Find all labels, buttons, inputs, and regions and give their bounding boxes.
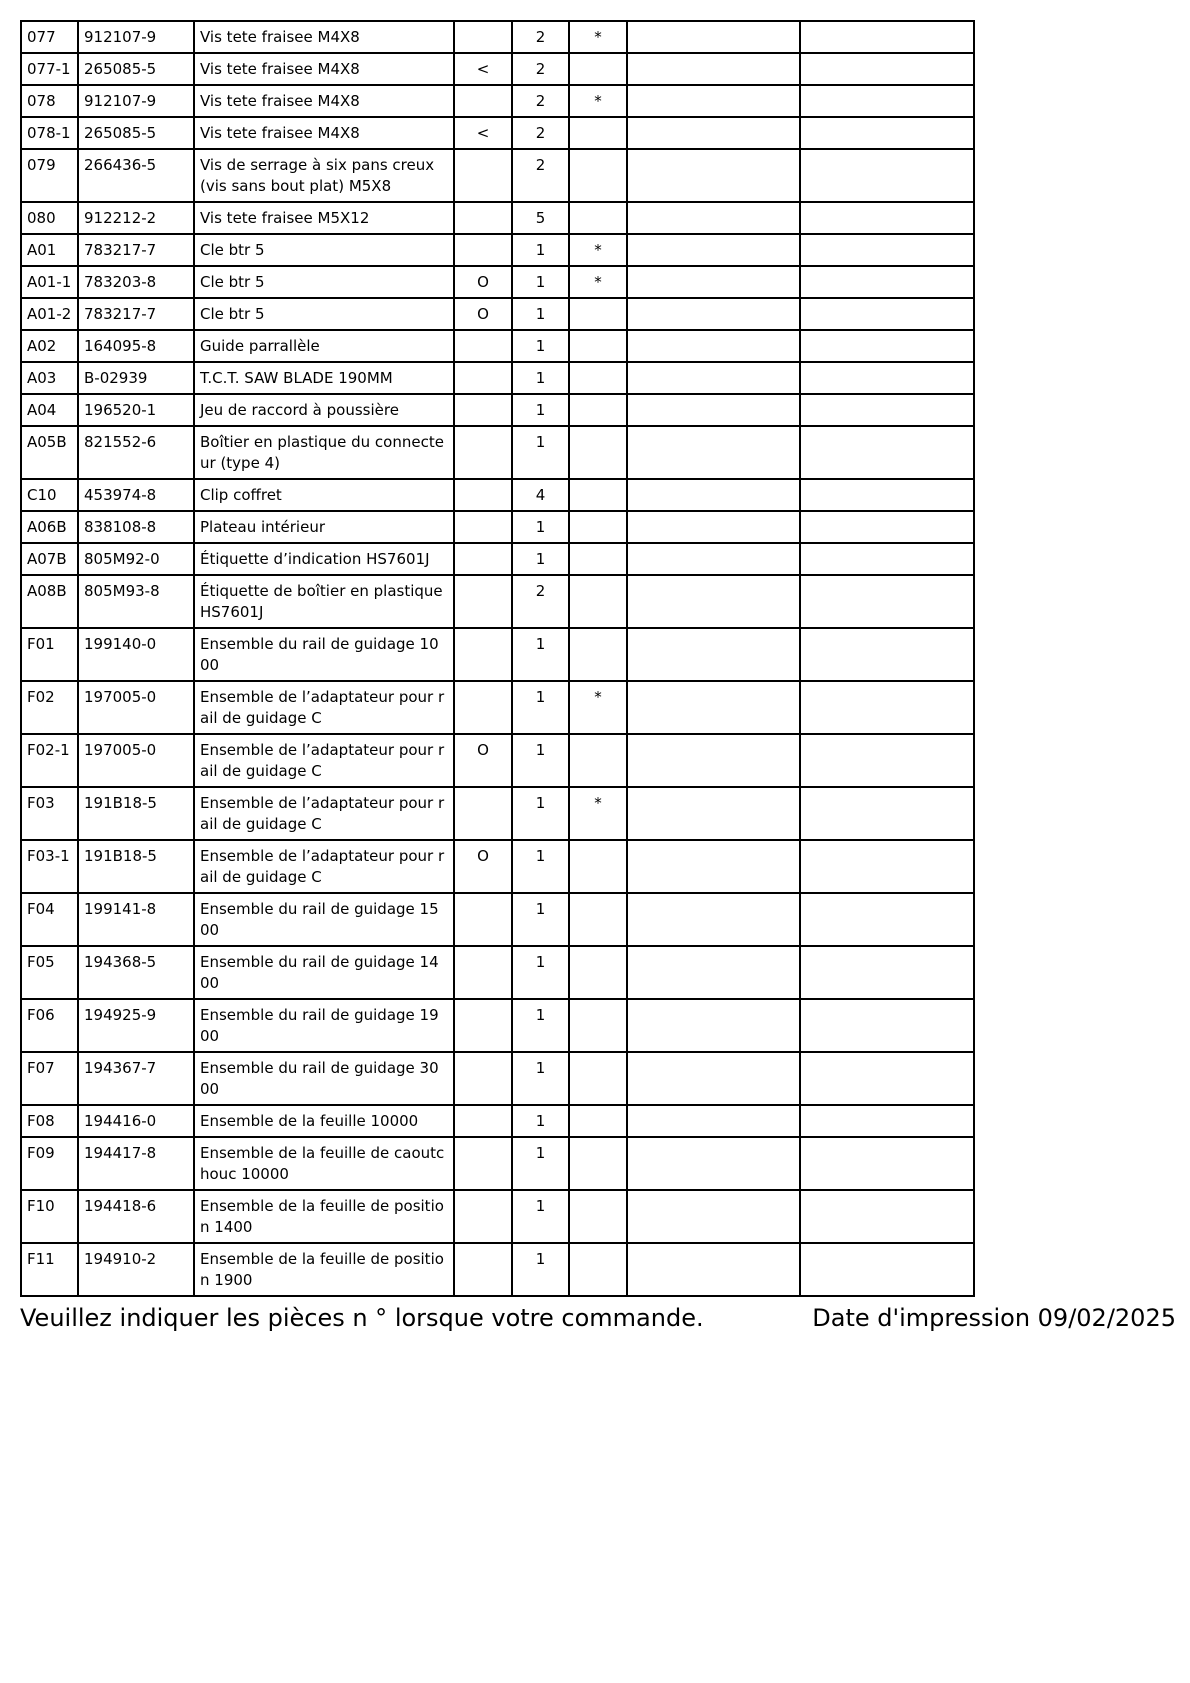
quantity-cell: 2 bbox=[512, 85, 569, 117]
part-number-cell: 912107-9 bbox=[78, 21, 194, 53]
quantity-cell: 1 bbox=[512, 1137, 569, 1190]
ref-cell: 078 bbox=[21, 85, 78, 117]
quantity-cell: 1 bbox=[512, 999, 569, 1052]
ref-cell: A06B bbox=[21, 511, 78, 543]
quantity-cell: 1 bbox=[512, 511, 569, 543]
table-row bbox=[21, 479, 974, 511]
quantity-cell: 1 bbox=[512, 1105, 569, 1137]
blank-cell bbox=[627, 85, 800, 117]
ref-cell: A03 bbox=[21, 362, 78, 394]
ref-cell: A04 bbox=[21, 394, 78, 426]
description-cell: Clip coffret bbox=[194, 479, 454, 511]
blank-cell bbox=[800, 362, 974, 394]
part-number-cell: 199140-0 bbox=[78, 628, 194, 681]
mark-cell bbox=[454, 511, 512, 543]
part-number-cell: 194925-9 bbox=[78, 999, 194, 1052]
ref-cell: 078-1 bbox=[21, 117, 78, 149]
description-cell: Ensemble du rail de guidage 1900 bbox=[194, 999, 454, 1052]
star-cell: * bbox=[569, 234, 627, 266]
quantity-cell: 1 bbox=[512, 946, 569, 999]
blank-cell bbox=[627, 53, 800, 85]
blank-cell bbox=[627, 840, 800, 893]
ref-cell: F03 bbox=[21, 787, 78, 840]
part-number-cell: 783203-8 bbox=[78, 266, 194, 298]
mark-cell bbox=[454, 21, 512, 53]
star-cell bbox=[569, 543, 627, 575]
mark-cell bbox=[454, 1137, 512, 1190]
star-cell bbox=[569, 53, 627, 85]
mark-cell bbox=[454, 681, 512, 734]
ref-cell: A01-2 bbox=[21, 298, 78, 330]
blank-cell bbox=[627, 1137, 800, 1190]
blank-cell bbox=[627, 149, 800, 202]
quantity-cell: 2 bbox=[512, 21, 569, 53]
ref-cell: 077 bbox=[21, 21, 78, 53]
ref-cell: F02-1 bbox=[21, 734, 78, 787]
star-cell bbox=[569, 479, 627, 511]
table-row bbox=[21, 628, 974, 681]
blank-cell bbox=[800, 330, 974, 362]
quantity-cell: 5 bbox=[512, 202, 569, 234]
description-cell: Vis de serrage à six pans creux (vis sans bout plat) M5X8 bbox=[194, 149, 454, 202]
description-cell: Jeu de raccord à poussière bbox=[194, 394, 454, 426]
part-number-cell: 453974-8 bbox=[78, 479, 194, 511]
blank-cell bbox=[627, 893, 800, 946]
table-row bbox=[21, 234, 974, 266]
blank-cell bbox=[800, 53, 974, 85]
quantity-cell: 1 bbox=[512, 1052, 569, 1105]
star-cell bbox=[569, 628, 627, 681]
blank-cell bbox=[800, 1243, 974, 1296]
ref-cell: F05 bbox=[21, 946, 78, 999]
blank-cell bbox=[627, 628, 800, 681]
description-cell: Ensemble de la feuille 10000 bbox=[194, 1105, 454, 1137]
blank-cell bbox=[627, 787, 800, 840]
description-cell: Ensemble de l’adaptateur pour rail de guidage C bbox=[194, 840, 454, 893]
mark-cell bbox=[454, 330, 512, 362]
blank-cell bbox=[800, 1052, 974, 1105]
quantity-cell: 2 bbox=[512, 117, 569, 149]
description-cell: Ensemble de l’adaptateur pour rail de guidage C bbox=[194, 734, 454, 787]
star-cell bbox=[569, 426, 627, 479]
part-number-cell: 912212-2 bbox=[78, 202, 194, 234]
mark-cell: O bbox=[454, 298, 512, 330]
table-row bbox=[21, 426, 974, 479]
quantity-cell: 1 bbox=[512, 840, 569, 893]
star-cell bbox=[569, 362, 627, 394]
ref-cell: F02 bbox=[21, 681, 78, 734]
star-cell bbox=[569, 999, 627, 1052]
blank-cell bbox=[800, 426, 974, 479]
mark-cell bbox=[454, 234, 512, 266]
quantity-cell: 1 bbox=[512, 893, 569, 946]
blank-cell bbox=[627, 946, 800, 999]
blank-cell bbox=[800, 893, 974, 946]
table-row bbox=[21, 999, 974, 1052]
description-cell: Vis tete fraisee M4X8 bbox=[194, 53, 454, 85]
description-cell: Boîtier en plastique du connecteur (type 4) bbox=[194, 426, 454, 479]
blank-cell bbox=[800, 85, 974, 117]
table-row bbox=[21, 543, 974, 575]
ref-cell: 077-1 bbox=[21, 53, 78, 85]
star-cell bbox=[569, 1243, 627, 1296]
blank-cell bbox=[800, 999, 974, 1052]
mark-cell: O bbox=[454, 840, 512, 893]
table-row bbox=[21, 362, 974, 394]
quantity-cell: 1 bbox=[512, 543, 569, 575]
table-row bbox=[21, 1105, 974, 1137]
mark-cell bbox=[454, 1052, 512, 1105]
table-row bbox=[21, 266, 974, 298]
mark-cell: O bbox=[454, 266, 512, 298]
ref-cell: F08 bbox=[21, 1105, 78, 1137]
description-cell: Ensemble de la feuille de position 1400 bbox=[194, 1190, 454, 1243]
blank-cell bbox=[627, 575, 800, 628]
blank-cell bbox=[800, 234, 974, 266]
blank-cell bbox=[627, 511, 800, 543]
mark-cell bbox=[454, 479, 512, 511]
blank-cell bbox=[627, 362, 800, 394]
star-cell bbox=[569, 298, 627, 330]
description-cell: Vis tete fraisee M4X8 bbox=[194, 21, 454, 53]
quantity-cell: 1 bbox=[512, 266, 569, 298]
star-cell bbox=[569, 840, 627, 893]
blank-cell bbox=[800, 1105, 974, 1137]
blank-cell bbox=[627, 117, 800, 149]
description-cell: Guide parrallèle bbox=[194, 330, 454, 362]
ref-cell: F10 bbox=[21, 1190, 78, 1243]
blank-cell bbox=[627, 298, 800, 330]
blank-cell bbox=[627, 330, 800, 362]
star-cell bbox=[569, 511, 627, 543]
quantity-cell: 1 bbox=[512, 1243, 569, 1296]
part-number-cell: 194418-6 bbox=[78, 1190, 194, 1243]
ref-cell: F01 bbox=[21, 628, 78, 681]
part-number-cell: 912107-9 bbox=[78, 85, 194, 117]
part-number-cell: 194416-0 bbox=[78, 1105, 194, 1137]
mark-cell bbox=[454, 1105, 512, 1137]
star-cell: * bbox=[569, 21, 627, 53]
ref-cell: 079 bbox=[21, 149, 78, 202]
table-row bbox=[21, 298, 974, 330]
ref-cell: F07 bbox=[21, 1052, 78, 1105]
blank-cell bbox=[627, 21, 800, 53]
quantity-cell: 2 bbox=[512, 149, 569, 202]
part-number-cell: 194910-2 bbox=[78, 1243, 194, 1296]
description-cell: Ensemble de la feuille de position 1900 bbox=[194, 1243, 454, 1296]
mark-cell bbox=[454, 575, 512, 628]
ref-cell: F11 bbox=[21, 1243, 78, 1296]
blank-cell bbox=[800, 787, 974, 840]
star-cell bbox=[569, 1190, 627, 1243]
ref-cell: 080 bbox=[21, 202, 78, 234]
blank-cell bbox=[627, 999, 800, 1052]
table-row bbox=[21, 202, 974, 234]
blank-cell bbox=[627, 479, 800, 511]
blank-cell bbox=[627, 1105, 800, 1137]
quantity-cell: 4 bbox=[512, 479, 569, 511]
blank-cell bbox=[800, 202, 974, 234]
table-row bbox=[21, 149, 974, 202]
mark-cell bbox=[454, 787, 512, 840]
table-row bbox=[21, 1052, 974, 1105]
mark-cell bbox=[454, 999, 512, 1052]
description-cell: Cle btr 5 bbox=[194, 298, 454, 330]
description-cell: T.C.T. SAW BLADE 190MM bbox=[194, 362, 454, 394]
mark-cell bbox=[454, 946, 512, 999]
part-number-cell: 805M92-0 bbox=[78, 543, 194, 575]
table-row bbox=[21, 946, 974, 999]
part-number-cell: 838108-8 bbox=[78, 511, 194, 543]
blank-cell bbox=[627, 543, 800, 575]
table-row bbox=[21, 1190, 974, 1243]
quantity-cell: 1 bbox=[512, 330, 569, 362]
ref-cell: C10 bbox=[21, 479, 78, 511]
blank-cell bbox=[800, 266, 974, 298]
quantity-cell: 1 bbox=[512, 298, 569, 330]
description-cell: Ensemble du rail de guidage 1500 bbox=[194, 893, 454, 946]
mark-cell bbox=[454, 628, 512, 681]
star-cell bbox=[569, 202, 627, 234]
mark-cell bbox=[454, 426, 512, 479]
part-number-cell: 191B18-5 bbox=[78, 787, 194, 840]
table-row bbox=[21, 53, 974, 85]
quantity-cell: 1 bbox=[512, 734, 569, 787]
table-row bbox=[21, 575, 974, 628]
ref-cell: A08B bbox=[21, 575, 78, 628]
blank-cell bbox=[800, 543, 974, 575]
blank-cell bbox=[800, 21, 974, 53]
part-number-cell: 164095-8 bbox=[78, 330, 194, 362]
quantity-cell: 1 bbox=[512, 234, 569, 266]
table-row bbox=[21, 787, 974, 840]
mark-cell: O bbox=[454, 734, 512, 787]
star-cell bbox=[569, 330, 627, 362]
part-number-cell: 197005-0 bbox=[78, 681, 194, 734]
blank-cell bbox=[800, 117, 974, 149]
part-number-cell: 783217-7 bbox=[78, 234, 194, 266]
table-row bbox=[21, 681, 974, 734]
table-row bbox=[21, 840, 974, 893]
blank-cell bbox=[800, 1137, 974, 1190]
blank-cell bbox=[800, 394, 974, 426]
mark-cell: < bbox=[454, 117, 512, 149]
parts-table bbox=[20, 20, 975, 1297]
mark-cell: < bbox=[454, 53, 512, 85]
part-number-cell: 197005-0 bbox=[78, 734, 194, 787]
part-number-cell: 266436-5 bbox=[78, 149, 194, 202]
part-number-cell: 783217-7 bbox=[78, 298, 194, 330]
table-row bbox=[21, 1243, 974, 1296]
ref-cell: A02 bbox=[21, 330, 78, 362]
blank-cell bbox=[800, 575, 974, 628]
star-cell: * bbox=[569, 266, 627, 298]
table-row bbox=[21, 394, 974, 426]
part-number-cell: 265085-5 bbox=[78, 53, 194, 85]
mark-cell bbox=[454, 394, 512, 426]
description-cell: Ensemble du rail de guidage 1000 bbox=[194, 628, 454, 681]
blank-cell bbox=[800, 628, 974, 681]
order-note: Veuillez indiquer les pièces n ° lorsque votre commande. bbox=[20, 1304, 704, 1332]
blank-cell bbox=[627, 202, 800, 234]
parts-table-body bbox=[21, 21, 974, 1296]
description-cell: Ensemble du rail de guidage 3000 bbox=[194, 1052, 454, 1105]
star-cell bbox=[569, 394, 627, 426]
description-cell: Étiquette de boîtier en plastique HS7601J bbox=[194, 575, 454, 628]
mark-cell bbox=[454, 362, 512, 394]
star-cell bbox=[569, 1105, 627, 1137]
table-row bbox=[21, 117, 974, 149]
quantity-cell: 1 bbox=[512, 681, 569, 734]
table-row bbox=[21, 85, 974, 117]
part-number-cell: 199141-8 bbox=[78, 893, 194, 946]
ref-cell: F03-1 bbox=[21, 840, 78, 893]
blank-cell bbox=[627, 1190, 800, 1243]
ref-cell: A05B bbox=[21, 426, 78, 479]
table-row bbox=[21, 21, 974, 53]
mark-cell bbox=[454, 543, 512, 575]
blank-cell bbox=[800, 149, 974, 202]
mark-cell bbox=[454, 1243, 512, 1296]
part-number-cell: 194367-7 bbox=[78, 1052, 194, 1105]
ref-cell: F06 bbox=[21, 999, 78, 1052]
description-cell: Vis tete fraisee M4X8 bbox=[194, 117, 454, 149]
blank-cell bbox=[627, 266, 800, 298]
print-date: Date d'impression 09/02/2025 bbox=[812, 1304, 1176, 1332]
star-cell bbox=[569, 946, 627, 999]
blank-cell bbox=[800, 479, 974, 511]
description-cell: Plateau intérieur bbox=[194, 511, 454, 543]
blank-cell bbox=[800, 734, 974, 787]
part-number-cell: 194417-8 bbox=[78, 1137, 194, 1190]
blank-cell bbox=[627, 1243, 800, 1296]
part-number-cell: B-02939 bbox=[78, 362, 194, 394]
description-cell: Ensemble de l’adaptateur pour rail de guidage C bbox=[194, 681, 454, 734]
part-number-cell: 196520-1 bbox=[78, 394, 194, 426]
ref-cell: A01-1 bbox=[21, 266, 78, 298]
quantity-cell: 1 bbox=[512, 394, 569, 426]
ref-cell: A07B bbox=[21, 543, 78, 575]
blank-cell bbox=[627, 426, 800, 479]
star-cell: * bbox=[569, 85, 627, 117]
mark-cell bbox=[454, 893, 512, 946]
blank-cell bbox=[800, 946, 974, 999]
description-cell: Vis tete fraisee M5X12 bbox=[194, 202, 454, 234]
part-number-cell: 194368-5 bbox=[78, 946, 194, 999]
table-row bbox=[21, 1137, 974, 1190]
mark-cell bbox=[454, 1190, 512, 1243]
table-row bbox=[21, 511, 974, 543]
table-row bbox=[21, 893, 974, 946]
blank-cell bbox=[627, 681, 800, 734]
part-number-cell: 821552-6 bbox=[78, 426, 194, 479]
quantity-cell: 1 bbox=[512, 426, 569, 479]
blank-cell bbox=[627, 734, 800, 787]
star-cell bbox=[569, 575, 627, 628]
table-row bbox=[21, 330, 974, 362]
quantity-cell: 1 bbox=[512, 362, 569, 394]
ref-cell: F09 bbox=[21, 1137, 78, 1190]
mark-cell bbox=[454, 202, 512, 234]
blank-cell bbox=[627, 1052, 800, 1105]
mark-cell bbox=[454, 85, 512, 117]
blank-cell bbox=[800, 298, 974, 330]
description-cell: Ensemble de la feuille de caoutchouc 10000 bbox=[194, 1137, 454, 1190]
blank-cell bbox=[800, 681, 974, 734]
star-cell: * bbox=[569, 681, 627, 734]
description-cell: Ensemble du rail de guidage 1400 bbox=[194, 946, 454, 999]
part-number-cell: 265085-5 bbox=[78, 117, 194, 149]
quantity-cell: 1 bbox=[512, 787, 569, 840]
part-number-cell: 191B18-5 bbox=[78, 840, 194, 893]
star-cell bbox=[569, 1052, 627, 1105]
blank-cell bbox=[627, 234, 800, 266]
ref-cell: A01 bbox=[21, 234, 78, 266]
quantity-cell: 2 bbox=[512, 575, 569, 628]
quantity-cell: 1 bbox=[512, 1190, 569, 1243]
star-cell bbox=[569, 1137, 627, 1190]
quantity-cell: 2 bbox=[512, 53, 569, 85]
star-cell bbox=[569, 734, 627, 787]
blank-cell bbox=[800, 1190, 974, 1243]
table-row bbox=[21, 734, 974, 787]
blank-cell bbox=[627, 394, 800, 426]
star-cell bbox=[569, 117, 627, 149]
description-cell: Étiquette d’indication HS7601J bbox=[194, 543, 454, 575]
blank-cell bbox=[800, 840, 974, 893]
quantity-cell: 1 bbox=[512, 628, 569, 681]
star-cell: * bbox=[569, 787, 627, 840]
star-cell bbox=[569, 893, 627, 946]
description-cell: Cle btr 5 bbox=[194, 234, 454, 266]
blank-cell bbox=[800, 511, 974, 543]
part-number-cell: 805M93-8 bbox=[78, 575, 194, 628]
description-cell: Vis tete fraisee M4X8 bbox=[194, 85, 454, 117]
mark-cell bbox=[454, 149, 512, 202]
star-cell bbox=[569, 149, 627, 202]
description-cell: Cle btr 5 bbox=[194, 266, 454, 298]
ref-cell: F04 bbox=[21, 893, 78, 946]
description-cell: Ensemble de l’adaptateur pour rail de guidage C bbox=[194, 787, 454, 840]
